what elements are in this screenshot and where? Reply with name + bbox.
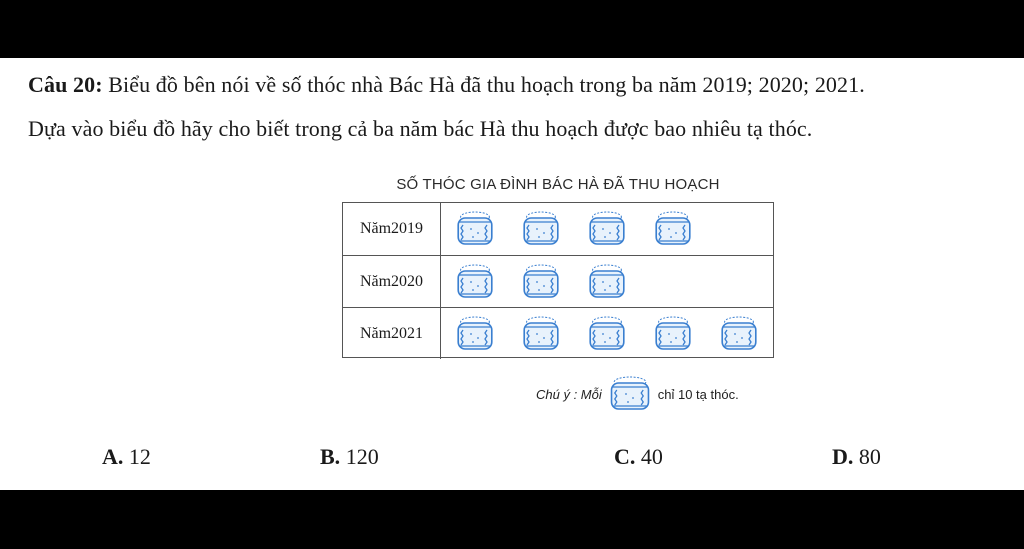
rice-basket-icon (653, 314, 693, 354)
answer-b-text: 120 (340, 444, 379, 469)
question-number: Câu 20: (28, 72, 103, 97)
row-icons (455, 314, 759, 354)
question-line-1 (28, 72, 865, 98)
answer-b[interactable] (320, 444, 379, 470)
answer-c[interactable] (614, 444, 663, 470)
rice-basket-icon (653, 209, 693, 249)
answer-a-letter: A. (102, 444, 124, 469)
row-label: Năm2019 (343, 203, 441, 255)
answer-d-text: 80 (853, 444, 881, 469)
answer-b-letter: B. (320, 444, 341, 469)
pictograph-table (342, 202, 774, 358)
rice-basket-icon (587, 262, 627, 302)
rice-basket-icon (521, 314, 561, 354)
rice-basket-icon (608, 374, 652, 414)
answer-d-letter: D. (832, 444, 854, 469)
pictograph-row (343, 203, 773, 255)
answer-a-text: 12 (123, 444, 151, 469)
note-prefix: Chú ý : Mỗi (536, 386, 602, 402)
worksheet (0, 58, 1024, 490)
rice-basket-icon (719, 314, 759, 354)
row-label: Năm2020 (343, 256, 441, 307)
question-line-2: Dựa vào biểu đồ hãy cho biết trong cả ba năm bác Hà thu hoạch được bao nhiêu tạ thóc. (28, 116, 813, 141)
answer-c-text: 40 (635, 444, 663, 469)
pictograph-row (343, 307, 773, 359)
answer-c-letter: C. (614, 444, 636, 469)
rice-basket-icon (521, 262, 561, 302)
answer-d[interactable] (832, 444, 881, 470)
row-label: Năm2021 (343, 308, 441, 359)
rice-basket-icon (587, 314, 627, 354)
note-suffix: chỉ 10 tạ thóc. (657, 386, 739, 402)
answer-a[interactable] (102, 444, 151, 470)
rice-basket-icon (587, 209, 627, 249)
question-text-1: Biểu đồ bên nói về số thóc nhà Bác Hà đã thu hoạch trong ba năm 2019; 2020; 2021. (102, 72, 865, 97)
chart-title: SỐ THÓC GIA ĐÌNH BÁC HÀ ĐÃ THU HOẠCH (396, 176, 720, 193)
row-icons (455, 209, 693, 249)
rice-basket-icon (455, 209, 495, 249)
rice-basket-icon (455, 262, 495, 302)
rice-basket-icon (455, 314, 495, 354)
row-icons (455, 262, 627, 302)
rice-basket-icon (521, 209, 561, 249)
pictograph-row (343, 255, 773, 307)
chart-note (536, 374, 739, 414)
